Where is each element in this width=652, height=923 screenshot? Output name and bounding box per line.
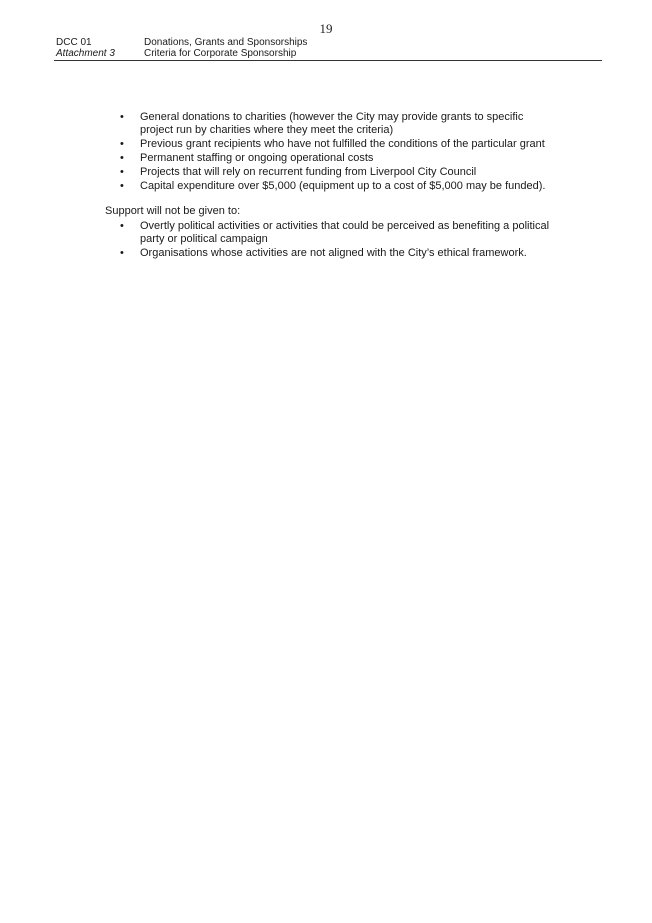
list-item — [105, 220, 575, 246]
document-header — [54, 37, 602, 61]
header-subtitle: Criteria for Corporate Sponsorship — [144, 48, 297, 59]
bullet-icon: • — [120, 180, 124, 192]
list-item-text: Permanent staffing or ongoing operational costs — [140, 152, 374, 164]
support-not-given-list — [105, 220, 575, 260]
bullet-icon: • — [120, 220, 124, 232]
list-item-text: Capital expenditure over $5,000 (equipment up to a cost of $5,000 may be funded). — [140, 180, 546, 192]
exclusions-list — [105, 111, 575, 193]
list-item — [105, 111, 575, 137]
list-item — [105, 152, 575, 165]
header-left — [56, 37, 115, 59]
list-item — [105, 180, 575, 193]
list-item-text: General donations to charities (however the City may provide grants to specific project run by charities where they meet the criteria) — [140, 111, 524, 136]
support-not-given-intro: Support will not be given to: — [105, 205, 241, 217]
list-item-text: Organisations whose activities are not aligned with the City’s ethical framework. — [140, 247, 527, 259]
attachment-label: Attachment 3 — [56, 48, 115, 59]
bullet-icon: • — [120, 138, 124, 150]
document-body — [105, 111, 575, 261]
bullet-icon: • — [120, 247, 124, 259]
list-item-text: Overtly political activities or activities that could be perceived as benefiting a political party or political campaign — [140, 220, 550, 245]
page-number: 19 — [319, 21, 333, 36]
list-item-text: Previous grant recipients who have not fulfilled the conditions of the particular grant — [140, 138, 545, 150]
doc-code: DCC 01 — [56, 37, 92, 48]
list-item — [105, 166, 575, 179]
bullet-icon: • — [120, 166, 124, 178]
header-title: Donations, Grants and Sponsorships — [144, 37, 308, 48]
list-item — [105, 247, 575, 260]
bullet-icon: • — [120, 152, 124, 164]
header-right — [144, 37, 307, 59]
bullet-icon: • — [120, 111, 124, 123]
list-item-text: Projects that will rely on recurrent funding from Liverpool City Council — [140, 166, 477, 178]
list-item — [105, 138, 575, 151]
